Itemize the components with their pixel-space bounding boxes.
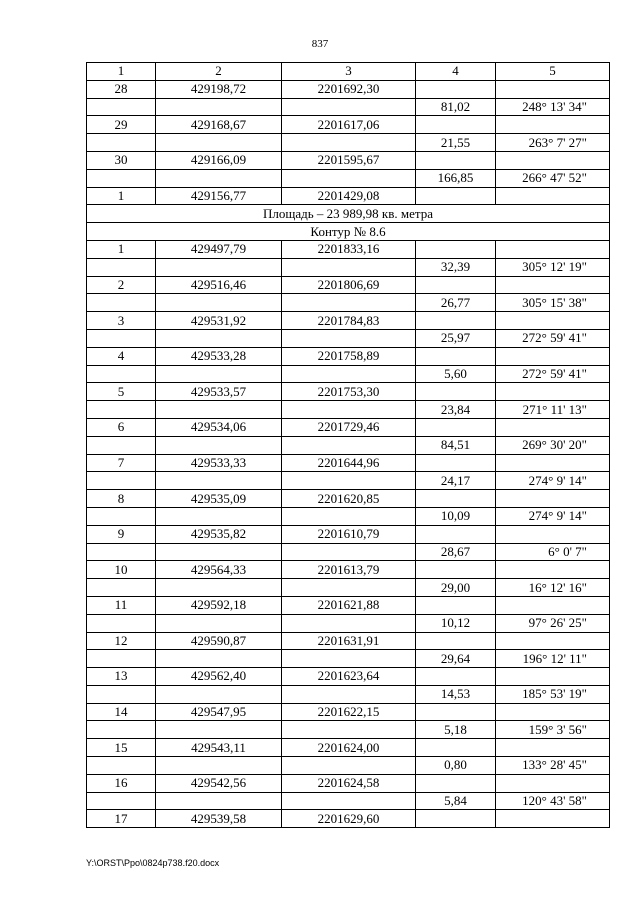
column-header: 1	[87, 63, 156, 81]
empty-cell	[87, 792, 156, 810]
table-header-row	[87, 63, 610, 81]
table-row	[87, 240, 610, 258]
empty-cell	[87, 401, 156, 419]
x-coordinate-cell: 429168,67	[156, 116, 282, 134]
contour-caption-row	[87, 223, 610, 241]
empty-cell	[496, 703, 610, 721]
empty-cell	[416, 774, 496, 792]
y-coordinate-cell: 2201595,67	[282, 151, 416, 169]
empty-cell	[282, 721, 416, 739]
table-row	[87, 80, 610, 98]
empty-cell	[416, 596, 496, 614]
empty-cell	[87, 436, 156, 454]
point-number-cell: 29	[87, 116, 156, 134]
point-number-cell: 1	[87, 240, 156, 258]
x-coordinate-cell: 429535,09	[156, 490, 282, 508]
table-row	[87, 525, 610, 543]
empty-cell	[87, 258, 156, 276]
empty-cell	[87, 329, 156, 347]
empty-cell	[416, 632, 496, 650]
point-number-cell: 30	[87, 151, 156, 169]
empty-cell	[416, 525, 496, 543]
y-coordinate-cell: 2201610,79	[282, 525, 416, 543]
point-number-cell: 5	[87, 383, 156, 401]
table-row	[87, 596, 610, 614]
empty-cell	[156, 721, 282, 739]
empty-cell	[87, 721, 156, 739]
x-coordinate-cell: 429564,33	[156, 561, 282, 579]
point-number-cell: 6	[87, 418, 156, 436]
table-row	[87, 365, 610, 383]
table-row	[87, 632, 610, 650]
empty-cell	[416, 240, 496, 258]
empty-cell	[87, 614, 156, 632]
empty-cell	[282, 650, 416, 668]
distance-cell: 29,00	[416, 579, 496, 597]
empty-cell	[87, 579, 156, 597]
area-caption: Площадь – 23 989,98 кв. метра	[87, 205, 610, 223]
empty-cell	[496, 561, 610, 579]
table-row	[87, 312, 610, 330]
empty-cell	[156, 685, 282, 703]
table-row	[87, 561, 610, 579]
empty-cell	[416, 668, 496, 686]
direction-angle-cell: 305° 12' 19"	[496, 258, 610, 276]
empty-cell	[156, 134, 282, 152]
y-coordinate-cell: 2201758,89	[282, 347, 416, 365]
empty-cell	[282, 329, 416, 347]
empty-cell	[416, 187, 496, 205]
column-header: 5	[496, 63, 610, 81]
distance-cell: 5,84	[416, 792, 496, 810]
column-header: 2	[156, 63, 282, 81]
empty-cell	[496, 116, 610, 134]
direction-angle-cell: 274° 9' 14"	[496, 472, 610, 490]
empty-cell	[156, 472, 282, 490]
direction-angle-cell: 196° 12' 11"	[496, 650, 610, 668]
direction-angle-cell: 185° 53' 19"	[496, 685, 610, 703]
empty-cell	[156, 792, 282, 810]
direction-angle-cell: 269° 30' 20"	[496, 436, 610, 454]
direction-angle-cell: 248° 13' 34"	[496, 98, 610, 116]
empty-cell	[282, 472, 416, 490]
table-row	[87, 151, 610, 169]
table-row	[87, 579, 610, 597]
point-number-cell: 16	[87, 774, 156, 792]
empty-cell	[496, 632, 610, 650]
distance-cell: 0,80	[416, 757, 496, 775]
y-coordinate-cell: 2201784,83	[282, 312, 416, 330]
x-coordinate-cell: 429543,11	[156, 739, 282, 757]
point-number-cell: 17	[87, 810, 156, 828]
x-coordinate-cell: 429166,09	[156, 151, 282, 169]
empty-cell	[156, 98, 282, 116]
empty-cell	[496, 596, 610, 614]
empty-cell	[282, 134, 416, 152]
empty-cell	[87, 294, 156, 312]
empty-cell	[496, 774, 610, 792]
empty-cell	[496, 668, 610, 686]
table-row	[87, 169, 610, 187]
table-row	[87, 347, 610, 365]
empty-cell	[496, 739, 610, 757]
point-number-cell: 14	[87, 703, 156, 721]
direction-angle-cell: 133° 28' 45"	[496, 757, 610, 775]
y-coordinate-cell: 2201692,30	[282, 80, 416, 98]
distance-cell: 26,77	[416, 294, 496, 312]
y-coordinate-cell: 2201620,85	[282, 490, 416, 508]
empty-cell	[496, 151, 610, 169]
empty-cell	[282, 169, 416, 187]
distance-cell: 10,09	[416, 507, 496, 525]
table-row	[87, 792, 610, 810]
direction-angle-cell: 272° 59' 41"	[496, 365, 610, 383]
empty-cell	[496, 525, 610, 543]
point-number-cell: 12	[87, 632, 156, 650]
y-coordinate-cell: 2201613,79	[282, 561, 416, 579]
y-coordinate-cell: 2201617,06	[282, 116, 416, 134]
point-number-cell: 15	[87, 739, 156, 757]
distance-cell: 28,67	[416, 543, 496, 561]
x-coordinate-cell: 429547,95	[156, 703, 282, 721]
empty-cell	[282, 258, 416, 276]
empty-cell	[416, 703, 496, 721]
empty-cell	[496, 810, 610, 828]
empty-cell	[282, 685, 416, 703]
empty-cell	[416, 418, 496, 436]
empty-cell	[496, 418, 610, 436]
point-number-cell: 1	[87, 187, 156, 205]
empty-cell	[87, 650, 156, 668]
table-row	[87, 436, 610, 454]
empty-cell	[156, 579, 282, 597]
x-coordinate-cell: 429539,58	[156, 810, 282, 828]
y-coordinate-cell: 2201753,30	[282, 383, 416, 401]
y-coordinate-cell: 2201629,60	[282, 810, 416, 828]
table-row	[87, 490, 610, 508]
direction-angle-cell: 16° 12' 16"	[496, 579, 610, 597]
distance-cell: 5,60	[416, 365, 496, 383]
empty-cell	[496, 80, 610, 98]
empty-cell	[87, 543, 156, 561]
empty-cell	[156, 258, 282, 276]
distance-cell: 10,12	[416, 614, 496, 632]
direction-angle-cell: 305° 15' 38"	[496, 294, 610, 312]
contour-caption: Контур № 8.6	[87, 223, 610, 241]
distance-cell: 21,55	[416, 134, 496, 152]
empty-cell	[416, 276, 496, 294]
empty-cell	[416, 312, 496, 330]
y-coordinate-cell: 2201806,69	[282, 276, 416, 294]
table-row	[87, 258, 610, 276]
y-coordinate-cell: 2201729,46	[282, 418, 416, 436]
table-row	[87, 472, 610, 490]
empty-cell	[156, 294, 282, 312]
point-number-cell: 10	[87, 561, 156, 579]
empty-cell	[156, 543, 282, 561]
point-number-cell: 28	[87, 80, 156, 98]
point-number-cell: 4	[87, 347, 156, 365]
empty-cell	[156, 614, 282, 632]
empty-cell	[496, 312, 610, 330]
empty-cell	[416, 561, 496, 579]
empty-cell	[282, 365, 416, 383]
empty-cell	[282, 757, 416, 775]
empty-cell	[87, 134, 156, 152]
x-coordinate-cell: 429542,56	[156, 774, 282, 792]
empty-cell	[282, 792, 416, 810]
distance-cell: 25,97	[416, 329, 496, 347]
empty-cell	[416, 151, 496, 169]
y-coordinate-cell: 2201631,91	[282, 632, 416, 650]
table-row	[87, 134, 610, 152]
x-coordinate-cell: 429531,92	[156, 312, 282, 330]
empty-cell	[282, 401, 416, 419]
table-row	[87, 668, 610, 686]
table-row	[87, 187, 610, 205]
empty-cell	[416, 810, 496, 828]
distance-cell: 5,18	[416, 721, 496, 739]
direction-angle-cell: 272° 59' 41"	[496, 329, 610, 347]
y-coordinate-cell: 2201644,96	[282, 454, 416, 472]
table-row	[87, 383, 610, 401]
empty-cell	[416, 454, 496, 472]
distance-cell: 14,53	[416, 685, 496, 703]
point-number-cell: 3	[87, 312, 156, 330]
empty-cell	[156, 169, 282, 187]
table-row	[87, 116, 610, 134]
empty-cell	[282, 98, 416, 116]
table-row	[87, 810, 610, 828]
direction-angle-cell: 263° 7' 27"	[496, 134, 610, 152]
table-row	[87, 774, 610, 792]
empty-cell	[496, 187, 610, 205]
direction-angle-cell: 274° 9' 14"	[496, 507, 610, 525]
empty-cell	[156, 401, 282, 419]
direction-angle-cell: 266° 47' 52"	[496, 169, 610, 187]
distance-cell: 29,64	[416, 650, 496, 668]
empty-cell	[416, 347, 496, 365]
file-path-footer: Y:\ORST\Ppo\0824p738.f20.docx	[86, 858, 220, 868]
table-row	[87, 614, 610, 632]
point-number-cell: 9	[87, 525, 156, 543]
column-header: 4	[416, 63, 496, 81]
empty-cell	[416, 116, 496, 134]
page-number: 837	[311, 38, 329, 50]
empty-cell	[496, 454, 610, 472]
distance-cell: 84,51	[416, 436, 496, 454]
empty-cell	[87, 365, 156, 383]
x-coordinate-cell: 429535,82	[156, 525, 282, 543]
empty-cell	[416, 739, 496, 757]
table-row	[87, 454, 610, 472]
empty-cell	[416, 80, 496, 98]
y-coordinate-cell: 2201624,58	[282, 774, 416, 792]
direction-angle-cell: 97° 26' 25"	[496, 614, 610, 632]
y-coordinate-cell: 2201624,00	[282, 739, 416, 757]
empty-cell	[156, 507, 282, 525]
point-number-cell: 11	[87, 596, 156, 614]
x-coordinate-cell: 429533,33	[156, 454, 282, 472]
distance-cell: 24,17	[416, 472, 496, 490]
x-coordinate-cell: 429592,18	[156, 596, 282, 614]
empty-cell	[496, 276, 610, 294]
empty-cell	[496, 347, 610, 365]
table-row	[87, 329, 610, 347]
direction-angle-cell: 271° 11' 13"	[496, 401, 610, 419]
x-coordinate-cell: 429534,06	[156, 418, 282, 436]
table-row	[87, 685, 610, 703]
empty-cell	[156, 436, 282, 454]
distance-cell: 23,84	[416, 401, 496, 419]
x-coordinate-cell: 429562,40	[156, 668, 282, 686]
empty-cell	[416, 383, 496, 401]
empty-cell	[282, 507, 416, 525]
table-row	[87, 703, 610, 721]
empty-cell	[282, 579, 416, 597]
point-number-cell: 7	[87, 454, 156, 472]
empty-cell	[282, 614, 416, 632]
column-header: 3	[282, 63, 416, 81]
x-coordinate-cell: 429156,77	[156, 187, 282, 205]
table-row	[87, 276, 610, 294]
x-coordinate-cell: 429497,79	[156, 240, 282, 258]
empty-cell	[282, 543, 416, 561]
empty-cell	[496, 490, 610, 508]
empty-cell	[87, 472, 156, 490]
point-number-cell: 8	[87, 490, 156, 508]
empty-cell	[282, 294, 416, 312]
empty-cell	[416, 490, 496, 508]
y-coordinate-cell: 2201622,15	[282, 703, 416, 721]
empty-cell	[87, 757, 156, 775]
empty-cell	[87, 98, 156, 116]
point-number-cell: 13	[87, 668, 156, 686]
empty-cell	[282, 436, 416, 454]
empty-cell	[156, 650, 282, 668]
table-row	[87, 507, 610, 525]
empty-cell	[496, 383, 610, 401]
coordinates-table	[86, 62, 610, 828]
distance-cell: 166,85	[416, 169, 496, 187]
x-coordinate-cell: 429198,72	[156, 80, 282, 98]
table-row	[87, 650, 610, 668]
x-coordinate-cell: 429516,46	[156, 276, 282, 294]
y-coordinate-cell: 2201621,88	[282, 596, 416, 614]
direction-angle-cell: 6° 0' 7"	[496, 543, 610, 561]
y-coordinate-cell: 2201833,16	[282, 240, 416, 258]
y-coordinate-cell: 2201429,08	[282, 187, 416, 205]
table-row	[87, 739, 610, 757]
empty-cell	[87, 685, 156, 703]
x-coordinate-cell: 429533,28	[156, 347, 282, 365]
direction-angle-cell: 120° 43' 58"	[496, 792, 610, 810]
empty-cell	[156, 329, 282, 347]
empty-cell	[156, 365, 282, 383]
table-row	[87, 294, 610, 312]
empty-cell	[87, 507, 156, 525]
direction-angle-cell: 159° 3' 56"	[496, 721, 610, 739]
point-number-cell: 2	[87, 276, 156, 294]
table-row	[87, 721, 610, 739]
y-coordinate-cell: 2201623,64	[282, 668, 416, 686]
distance-cell: 32,39	[416, 258, 496, 276]
x-coordinate-cell: 429533,57	[156, 383, 282, 401]
x-coordinate-cell: 429590,87	[156, 632, 282, 650]
table-row	[87, 401, 610, 419]
table-row	[87, 98, 610, 116]
distance-cell: 81,02	[416, 98, 496, 116]
table-row	[87, 543, 610, 561]
table-row	[87, 418, 610, 436]
empty-cell	[87, 169, 156, 187]
empty-cell	[496, 240, 610, 258]
table-row	[87, 757, 610, 775]
empty-cell	[156, 757, 282, 775]
area-caption-row	[87, 205, 610, 223]
